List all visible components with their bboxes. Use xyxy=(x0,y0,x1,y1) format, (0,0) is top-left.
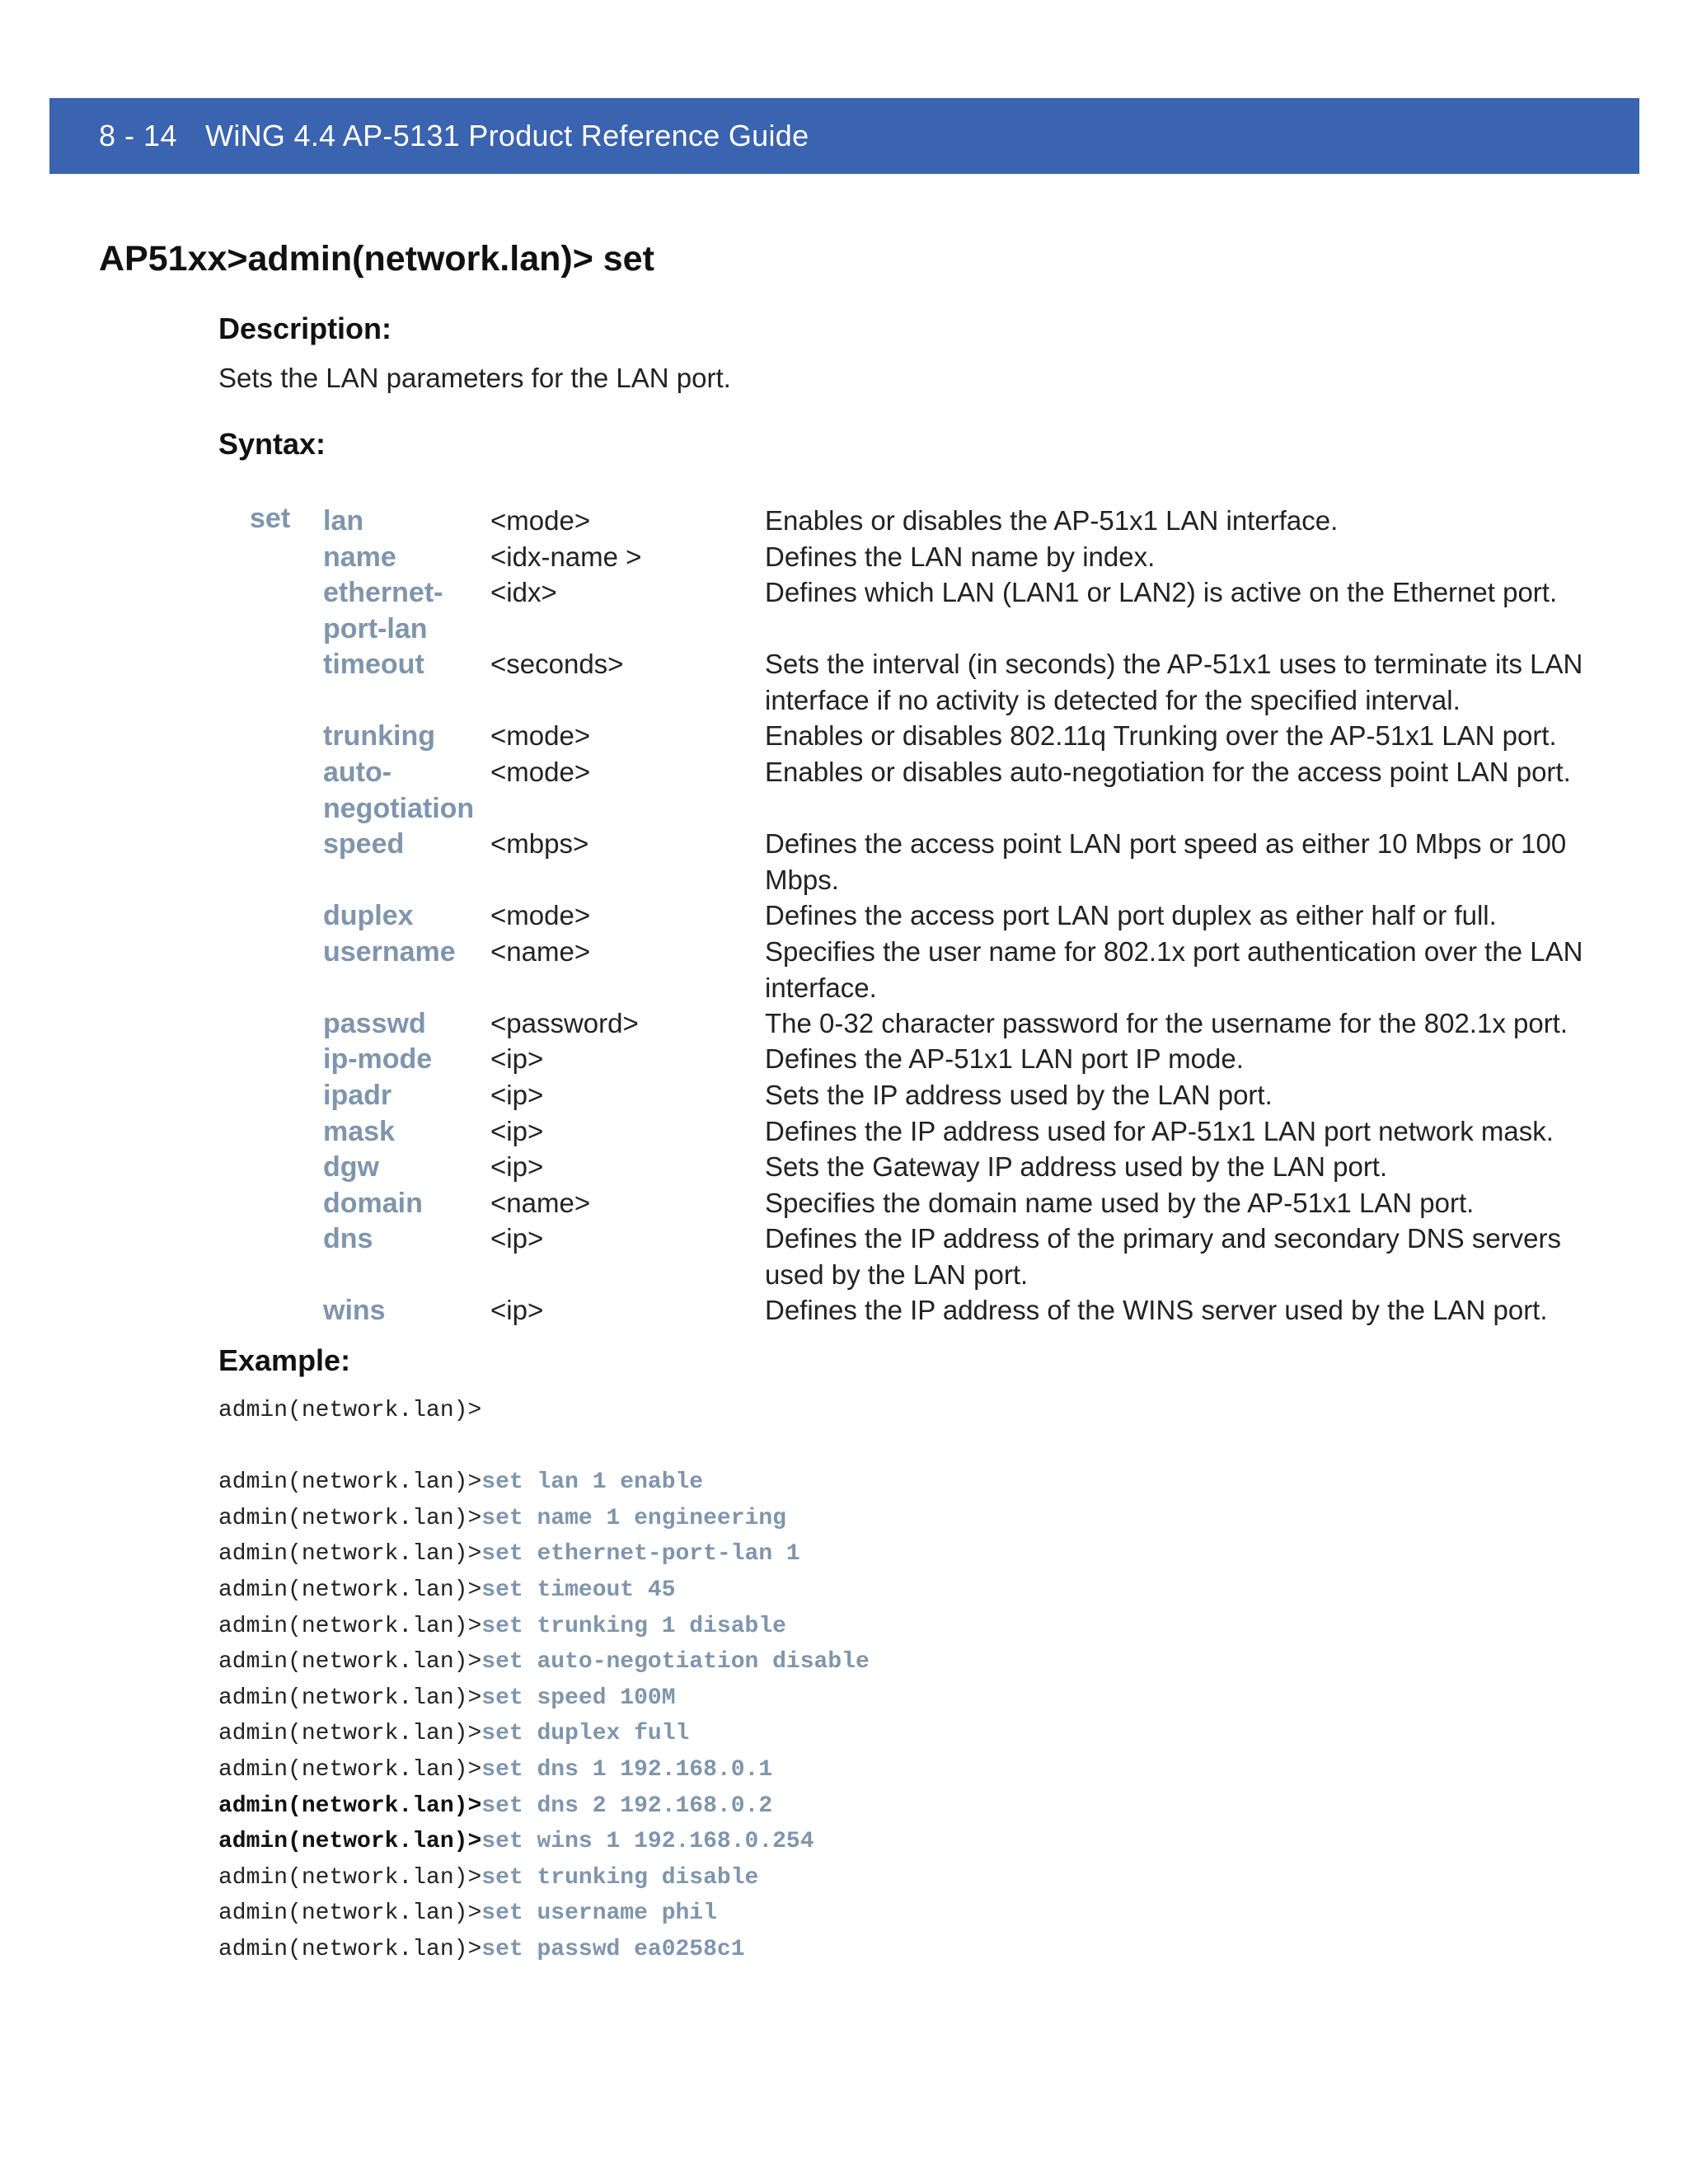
syntax-argument: <name> xyxy=(490,936,591,967)
code-prompt: admin(network.lan)> xyxy=(218,1864,482,1891)
syntax-param: speed xyxy=(323,828,405,860)
code-command: set dns 1 192.168.0.1 xyxy=(481,1756,773,1783)
syntax-param: username xyxy=(323,936,456,968)
syntax-argument: <mode> xyxy=(490,720,591,751)
syntax-description: Enables or disables the AP-51x1 LAN interface. xyxy=(765,505,1339,536)
syntax-argument: <ip> xyxy=(490,1223,544,1254)
code-command: set ethernet-port-lan 1 xyxy=(481,1541,800,1568)
syntax-argument: <ip> xyxy=(490,1151,544,1182)
syntax-description: Defines which LAN (LAN1 or LAN2) is active on the Ethernet port. xyxy=(765,577,1558,607)
code-line xyxy=(218,1465,870,1501)
code-prompt: admin(network.lan)> xyxy=(218,1505,482,1531)
syntax-argument: <ip> xyxy=(490,1116,544,1146)
syntax-argument: <mode> xyxy=(490,505,591,536)
syntax-param: domain xyxy=(323,1188,423,1219)
syntax-argument: <name> xyxy=(490,1188,591,1218)
syntax-argument: <mode> xyxy=(490,757,591,787)
description-text: Sets the LAN parameters for the LAN port. xyxy=(218,363,731,393)
code-command: set passwd ea0258c1 xyxy=(481,1936,745,1962)
code-prompt: admin(network.lan)> xyxy=(218,1613,482,1639)
code-command: set wins 1 192.168.0.254 xyxy=(481,1829,814,1855)
code-prompt: admin(network.lan)> xyxy=(218,1685,482,1711)
syntax-description: Defines the IP address of the WINS server used by the LAN port. xyxy=(765,1295,1548,1325)
code-line xyxy=(218,1429,870,1465)
code-prompt: admin(network.lan)> xyxy=(218,1577,482,1603)
code-command: set dns 2 192.168.0.2 xyxy=(481,1793,773,1819)
syntax-param: dgw xyxy=(323,1151,379,1183)
description-label: Description: xyxy=(218,312,392,345)
example-label: Example: xyxy=(218,1343,351,1377)
syntax-param: ipadr xyxy=(323,1080,392,1111)
code-line xyxy=(218,1536,870,1572)
page-header-bar xyxy=(49,98,1639,174)
code-line xyxy=(218,1716,870,1752)
syntax-keyword: set xyxy=(250,503,291,534)
syntax-param: passwd xyxy=(323,1008,426,1039)
syntax-argument: <idx> xyxy=(490,577,557,607)
syntax-description: Defines the LAN name by index. xyxy=(765,541,1156,572)
code-command: set speed 100M xyxy=(481,1685,676,1711)
syntax-param: timeout xyxy=(323,649,424,680)
syntax-description: Sets the interval (in seconds) the AP-51x1 uses to terminate its LAN interface if no activity is detected for the specified interval. xyxy=(765,649,1583,715)
code-prompt: admin(network.lan)> xyxy=(218,1900,482,1927)
syntax-argument: <password> xyxy=(490,1008,639,1038)
syntax-description: The 0-32 character password for the username for the 802.1x port. xyxy=(765,1008,1568,1038)
code-line xyxy=(218,1680,870,1717)
syntax-param: wins xyxy=(323,1295,386,1326)
syntax-description: Enables or disables auto-negotiation for the access point LAN port. xyxy=(765,757,1571,787)
code-line xyxy=(218,1572,870,1609)
syntax-param: ethernet- port-lan xyxy=(323,577,443,644)
syntax-argument: <mbps> xyxy=(490,828,589,859)
syntax-param: mask xyxy=(323,1116,395,1147)
syntax-param: name xyxy=(323,541,396,573)
syntax-description: Specifies the domain name used by the AP-51x1 LAN port. xyxy=(765,1188,1475,1218)
syntax-argument: <seconds> xyxy=(490,649,624,679)
command-title: AP51xx>admin(network.lan)> set xyxy=(99,239,654,279)
syntax-param: ip-mode xyxy=(323,1043,433,1075)
syntax-param: auto- negotiation xyxy=(323,757,475,824)
code-line xyxy=(218,1824,870,1860)
code-line xyxy=(218,1644,870,1680)
syntax-description: Defines the IP address used for AP-51x1 LAN port network mask. xyxy=(765,1116,1554,1146)
code-prompt: admin(network.lan)> xyxy=(218,1398,482,1423)
code-prompt: admin(network.lan)> xyxy=(218,1793,482,1819)
code-command: set timeout 45 xyxy=(481,1577,676,1603)
syntax-description: Enables or disables 802.11q Trunking over the AP-51x1 LAN port. xyxy=(765,720,1557,751)
code-line xyxy=(218,1788,870,1825)
syntax-description: Sets the Gateway IP address used by the LAN port. xyxy=(765,1151,1388,1182)
code-command: set trunking disable xyxy=(481,1864,759,1891)
code-prompt: admin(network.lan)> xyxy=(218,1469,482,1496)
syntax-argument: <idx-name > xyxy=(490,541,642,572)
document-title: WiNG 4.4 AP-5131 Product Reference Guide xyxy=(205,119,809,152)
code-prompt: admin(network.lan)> xyxy=(218,1756,482,1783)
code-command: set lan 1 enable xyxy=(481,1469,704,1496)
syntax-description: Defines the AP-51x1 LAN port IP mode. xyxy=(765,1043,1244,1074)
code-line xyxy=(218,1393,870,1429)
code-prompt: admin(network.lan)> xyxy=(218,1936,482,1962)
example-code-block xyxy=(218,1393,870,1968)
syntax-argument: <ip> xyxy=(490,1043,544,1074)
syntax-param: trunking xyxy=(323,720,435,752)
code-command: set trunking 1 disable xyxy=(481,1613,786,1639)
syntax-argument: <mode> xyxy=(490,900,591,930)
syntax-param: dns xyxy=(323,1223,373,1254)
code-command: set username phil xyxy=(481,1900,717,1927)
syntax-description: Specifies the user name for 802.1x port authentication over the LAN interface. xyxy=(765,936,1583,1003)
syntax-label: Syntax: xyxy=(218,427,326,461)
code-prompt: admin(network.lan)> xyxy=(218,1721,482,1747)
syntax-param: lan xyxy=(323,505,364,537)
code-line xyxy=(218,1752,870,1788)
syntax-description: Sets the IP address used by the LAN port. xyxy=(765,1080,1273,1110)
code-command: set name 1 engineering xyxy=(481,1505,786,1531)
code-line xyxy=(218,1860,870,1896)
code-prompt: admin(network.lan)> xyxy=(218,1541,482,1568)
code-command: set auto-negotiation disable xyxy=(481,1649,870,1675)
code-prompt: admin(network.lan)> xyxy=(218,1829,482,1855)
syntax-param: duplex xyxy=(323,900,414,931)
syntax-description: Defines the access port LAN port duplex as either half or full. xyxy=(765,900,1497,930)
code-prompt: admin(network.lan)> xyxy=(218,1649,482,1675)
code-line xyxy=(218,1932,870,1968)
code-line xyxy=(218,1609,870,1645)
page-number: 8 - 14 xyxy=(99,119,178,152)
syntax-argument: <ip> xyxy=(490,1295,544,1325)
code-line xyxy=(218,1896,870,1932)
syntax-argument: <ip> xyxy=(490,1080,544,1110)
code-command: set duplex full xyxy=(481,1721,690,1747)
syntax-description: Defines the access point LAN port speed as either 10 Mbps or 100 Mbps. xyxy=(765,828,1567,895)
code-line xyxy=(218,1501,870,1537)
syntax-description: Defines the IP address of the primary and secondary DNS servers used by the LAN port. xyxy=(765,1223,1562,1290)
